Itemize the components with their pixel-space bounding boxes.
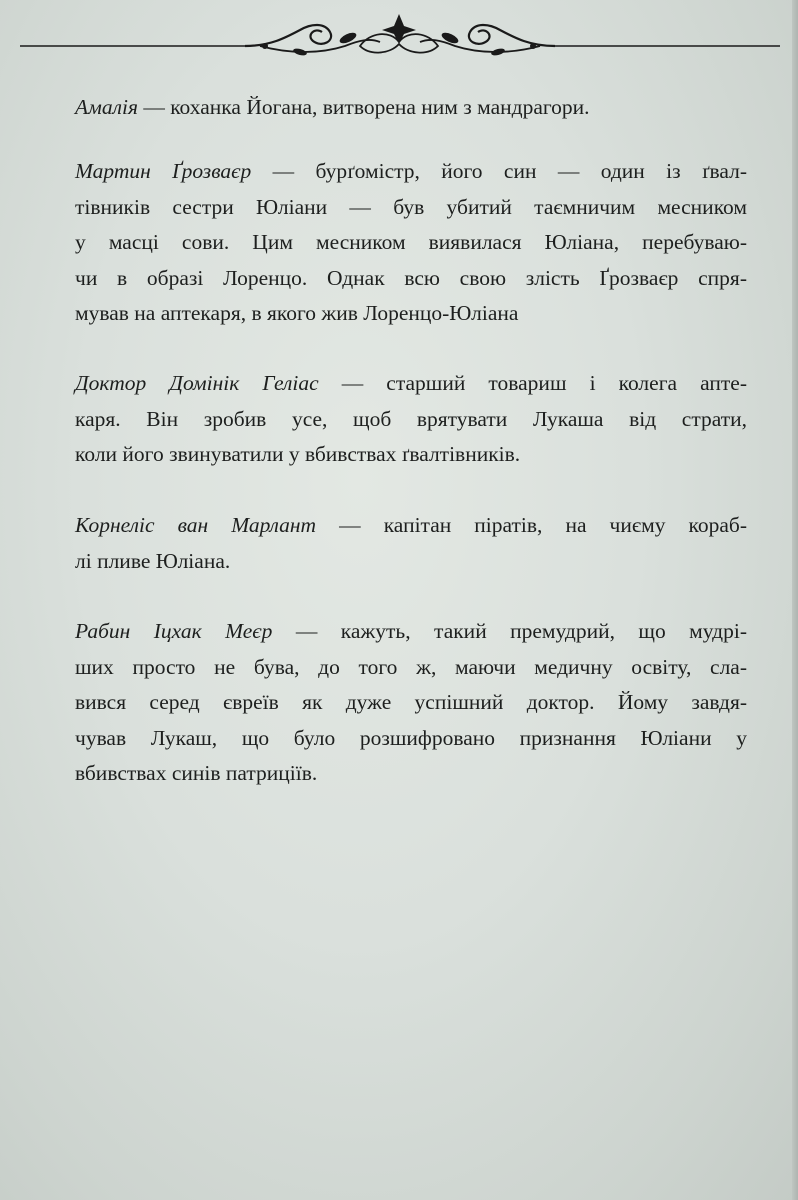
page-edge-shadow [792, 0, 798, 1200]
entry-text-line: — капітан піратів, на чиєму кораб- [316, 513, 747, 537]
entry-amalia [75, 90, 747, 126]
entry-text-line: — бурґомістр, його син — один із ґвал- [251, 159, 748, 183]
entry-text-line: тівників сестри Юліани — був убитий таємничим месником [75, 194, 747, 219]
character-name: Доктор Домінік Геліас [75, 371, 319, 395]
entry-text-line: — кажуть, такий премудрий, що мудрі- [272, 619, 747, 643]
entry-text-line: у масці сови. Цим месником виявилася Юліана, перебуваю- [75, 230, 747, 254]
entry-dominik-helias [75, 366, 747, 473]
entry-text-line: чував Лукаш, що було розшифровано признання Юліани у [75, 725, 747, 750]
entry-text-line: коли його звинуватили у вбивствах ґвалтівників. [75, 442, 521, 466]
entry-rabyn-itskhak-meier [75, 614, 747, 792]
entry-text-line: — старший товариш і колега апте- [318, 371, 748, 395]
character-name: Мартин Ґрозваєр [75, 159, 252, 183]
entry-text-line: каря. Він зробив усе, щоб врятувати Лукаша від страти, [75, 406, 747, 431]
entry-text-line: ших просто не бува, до того ж, маючи медичну освіту, сла- [75, 654, 747, 679]
character-name: Рабин Іцхак Меєр [75, 619, 273, 643]
character-name: Корнеліс ван Марлант [75, 513, 317, 537]
character-name: Амалія [75, 95, 138, 119]
entry-text-line: вився серед євреїв як дуже успішний доктор. Йому завдя- [75, 690, 747, 714]
entry-text-line: мував на аптекаря, в якого жив Лоренцо-Юліана [75, 301, 519, 325]
entry-kornelis-van-marlant [75, 508, 747, 579]
entry-text-line: лі пливе Юліана. [75, 548, 231, 573]
entry-text-line: — коханка Йогана, витворена ним з мандрагори. [137, 95, 590, 119]
entry-text-line: чи в образі Лоренцо. Однак всю свою злість Ґрозваєр спря- [75, 265, 747, 290]
entry-martyn-grozvaer [75, 154, 747, 332]
entry-text-line: вбивствах синів патриціїв. [75, 761, 318, 785]
scroll-flourish-icon [0, 8, 798, 62]
